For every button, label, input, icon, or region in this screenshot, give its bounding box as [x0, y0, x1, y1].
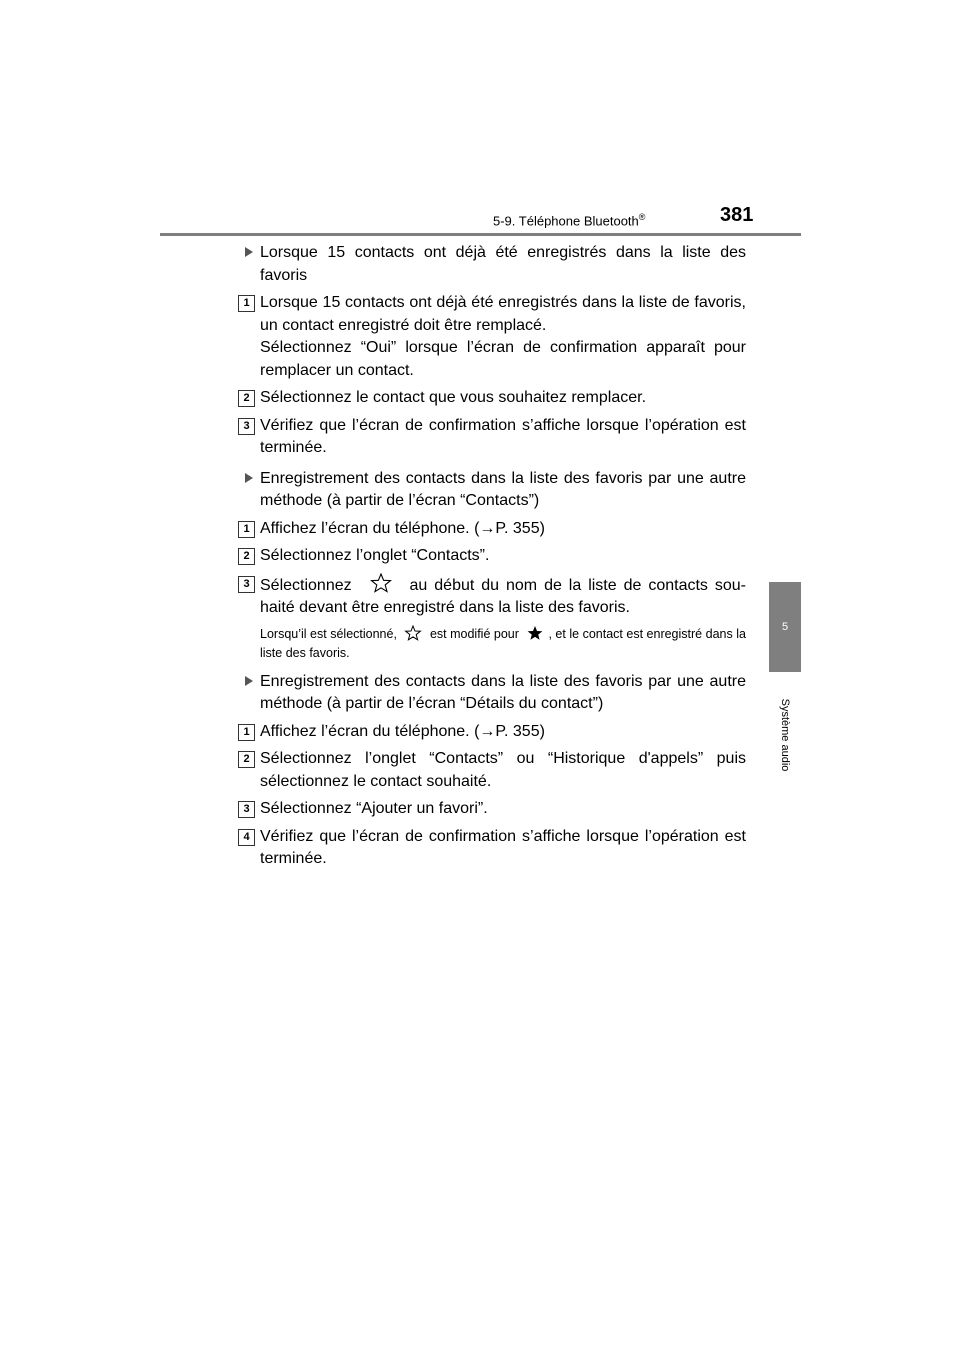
step-text: Sélectionnez l’onglet “Contacts” ou “Historique d'appels” puis sélectionnez le contact souhaité. [260, 750, 746, 790]
step-number-badge: 3 [238, 576, 255, 593]
step-number-badge: 1 [238, 295, 255, 312]
step-text-part: Affichez l’écran du téléphone. ( [260, 519, 480, 537]
block-title [238, 242, 746, 287]
step-number-badge: 3 [238, 418, 255, 435]
step-number-badge: 2 [238, 548, 255, 565]
step [238, 826, 746, 871]
page-reference-link[interactable]: P. 355) [495, 519, 545, 537]
block-title-text: Enregistrement des contacts dans la liste des favoris par une autre méthode (à partir de l’écran “Détails du contact”) [260, 672, 746, 712]
step [238, 721, 746, 744]
step-text [260, 721, 746, 744]
page-reference-link[interactable]: P. 355) [495, 722, 545, 740]
step [238, 415, 746, 460]
step-number-badge: 1 [238, 521, 255, 538]
step [238, 518, 746, 541]
header-divider [160, 233, 801, 236]
block-title [238, 671, 746, 716]
note-text: , et le contact est enregistré dans la liste des favoris. [260, 626, 746, 660]
block-title-text: Enregistrement des contacts dans la liste des favoris par une autre méthode (à partir de l’écran “Contacts”) [260, 469, 746, 509]
registered-mark: ® [638, 212, 646, 222]
note-text: est modifié pour [429, 626, 519, 641]
step-text: Sélectionnez “Oui” lorsque l’écran de confirmation apparaît pour remplacer un contact. [260, 339, 746, 379]
step-note [238, 625, 746, 663]
step-text: Sélectionnez l’onglet “Contacts”. [260, 547, 490, 564]
arrow-right-icon: → [479, 722, 496, 740]
section-title [493, 209, 645, 229]
step-text: Vérifiez que l’écran de confirmation s’affiche lorsque l’opération est terminée. [260, 416, 746, 456]
chapter-title: Système audio [779, 698, 791, 772]
step-number-badge: 4 [238, 829, 255, 846]
step [238, 545, 746, 568]
section-title-text: 5-9. Téléphone Bluetooth [493, 213, 639, 229]
step-text [260, 518, 746, 541]
step-text-part: au début du nom de la liste de contacts souhaité devant être enregistré dans la liste des favoris. [260, 576, 746, 616]
step [238, 387, 746, 410]
triangle-bullet-icon [245, 676, 253, 686]
chapter-tab [769, 582, 801, 672]
chapter-number: 5 [781, 621, 789, 633]
star-outline-icon [400, 625, 426, 641]
step-text-part: Affichez l’écran du téléphone. ( [260, 722, 480, 740]
step-text-part: Sélectionnez [260, 576, 352, 594]
page-number: 381 [720, 204, 754, 226]
star-filled-icon [522, 625, 548, 641]
triangle-bullet-icon [245, 247, 253, 257]
arrow-right-icon: → [479, 519, 496, 537]
step [238, 798, 746, 821]
step-text: Sélectionnez le contact que vous souhaitez remplacer. [260, 389, 647, 406]
step-number-badge: 1 [238, 724, 255, 741]
step-number-badge: 2 [238, 751, 255, 768]
step-number-badge: 2 [238, 390, 255, 407]
note-text: Lorsqu’il est sélectionné, [260, 626, 397, 641]
step-text: Vérifiez que l’écran de confirmation s’affiche lorsque l’opération est terminée. [260, 827, 746, 867]
triangle-bullet-icon [245, 473, 253, 483]
step-text [260, 573, 746, 620]
step-text: Sélectionnez “Ajouter un favori”. [260, 800, 488, 817]
star-outline-icon [359, 573, 403, 593]
step-number-badge: 3 [238, 801, 255, 818]
main-content [238, 242, 746, 876]
step [238, 292, 746, 382]
block-title-text: Lorsque 15 contacts ont déjà été enregistrés dans la liste des favoris [260, 244, 746, 284]
step [238, 748, 746, 793]
step [238, 573, 746, 620]
step-text: Lorsque 15 contacts ont déjà été enregistrés dans la liste de favoris, un contact enregistré doit être remplacé. [260, 294, 746, 334]
block-title [238, 468, 746, 513]
page-header [0, 0, 960, 240]
chapter-label [772, 680, 798, 790]
